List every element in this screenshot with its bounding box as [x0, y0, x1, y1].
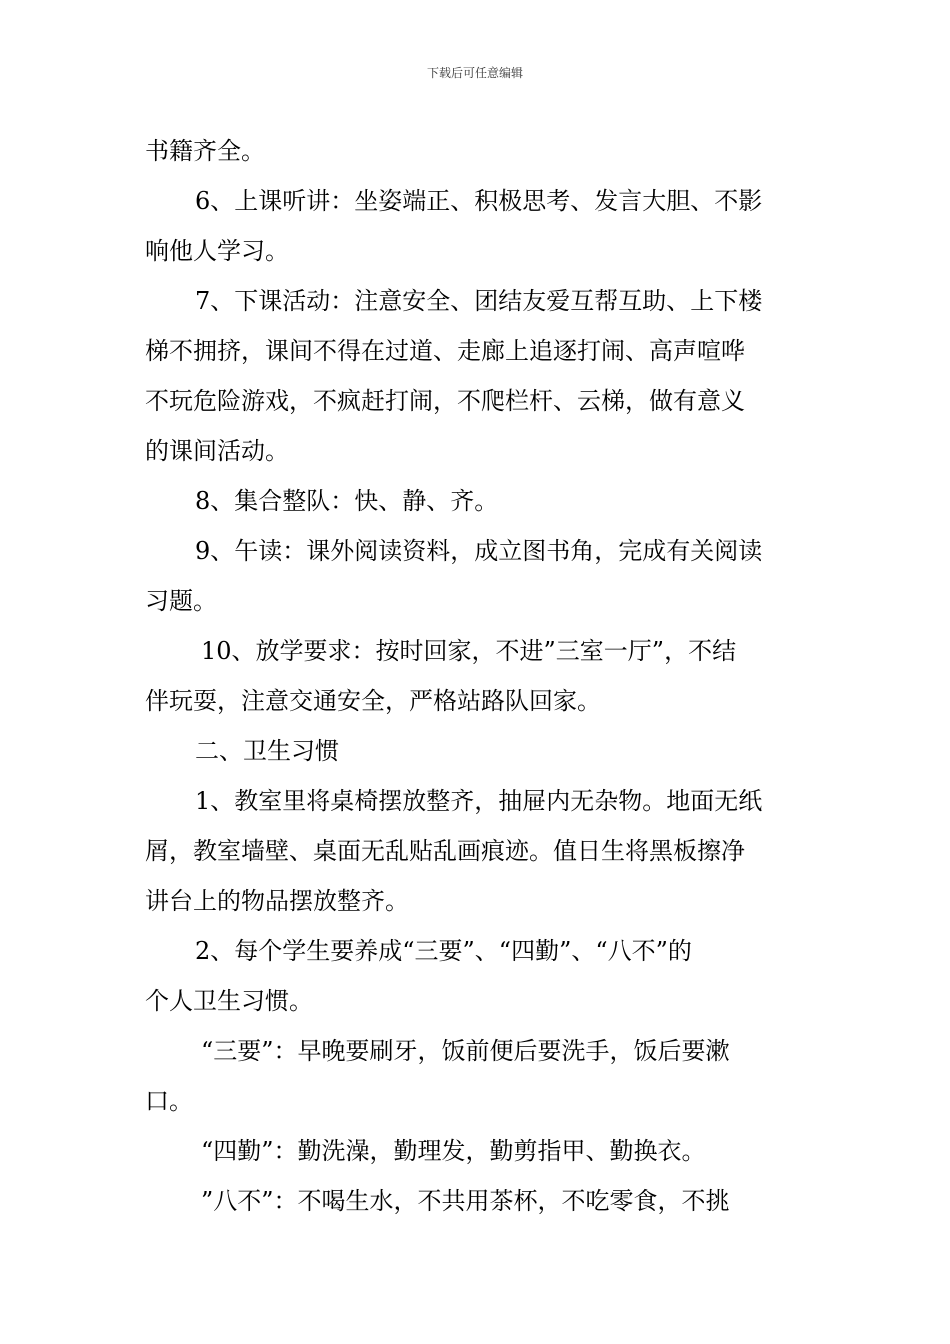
text-line: 响他人学习。: [145, 237, 289, 265]
header-note: 下载后可任意编辑: [426, 66, 523, 80]
text-line: 不玩危险游戏，不疯赶打闹，不爬栏杆、云梯，做有意义: [145, 387, 745, 415]
text-line: 7、下课活动：注意安全、团结友爱互帮互助、上下楼: [195, 287, 763, 315]
text-line: 屑，教室墙壁、桌面无乱贴乱画痕迹。值日生将黑板擦净: [145, 837, 745, 865]
text-line: 书籍齐全。: [145, 137, 265, 165]
text-line: 习题。: [145, 587, 217, 615]
text-line: 梯不拥挤，课间不得在过道、走廊上追逐打闹、高声喧哗: [145, 337, 745, 365]
text-line: 10、放学要求：按时回家，不进”三室一厅”，不结: [201, 637, 737, 665]
text-line: 的课间活动。: [145, 437, 289, 465]
text-line: “三要”：早晚要刷牙，饭前便后要洗手，饭后要漱: [201, 1037, 730, 1065]
body-text: [145, 126, 810, 1226]
text-line: 口。: [145, 1087, 193, 1115]
text-line: ”八不”：不喝生水，不共用茶杯，不吃零食，不挑: [201, 1187, 730, 1215]
section-heading: 二、卫生习惯: [195, 737, 339, 765]
text-line: 8、集合整队：快、静、齐。: [195, 487, 499, 515]
text-line: “四勤”：勤洗澡，勤理发，勤剪指甲、勤换衣。: [201, 1137, 706, 1165]
text-line: 个人卫生习惯。: [145, 987, 313, 1015]
text-line: 伴玩耍，注意交通安全，严格站路队回家。: [145, 687, 601, 715]
text-line: 1、教室里将桌椅摆放整齐，抽屉内无杂物。地面无纸: [195, 787, 763, 815]
text-line: 9、午读：课外阅读资料，成立图书角，完成有关阅读: [195, 537, 763, 565]
text-line: 6、上课听讲：坐姿端正、积极思考、发言大胆、不影: [195, 187, 763, 215]
text-line: 讲台上的物品摆放整齐。: [145, 887, 409, 915]
text-line: 2、每个学生要养成“三要”、“四勤”、“八不”的: [195, 937, 692, 965]
